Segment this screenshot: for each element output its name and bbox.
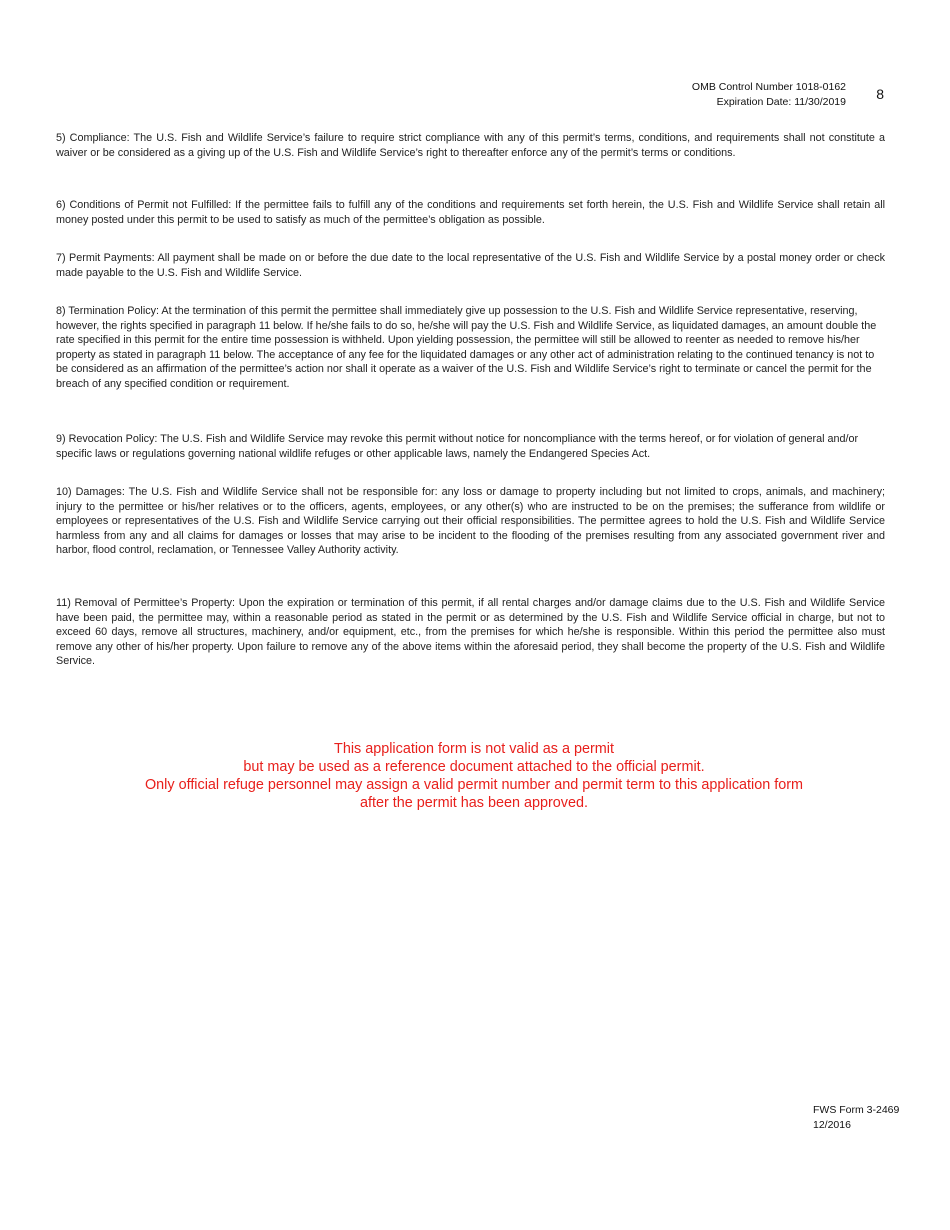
expiration-date: Expiration Date: 11/30/2019 [716,95,846,108]
notice-line-4: after the permit has been approved. [360,795,588,811]
term-8-termination: 8) Termination Policy: At the termination of this permit the permittee shall immediately give up possession to the U.S. Fish and Wildlife Service representative, reserving, however, the rights specified in paragraph 11 below. If he/she fails to do so, he/she will pay the U.S. Fish and Wildlife Service, as liquidated damages, an amount double the rate specified in this permit for the entire time possession is withheld. Upon yielding possession, the permittee will still be allowed to reenter as needed to remove his/her property as stated in paragraph 11 below. The acceptance of any fee for the liquidated damages or any other act of administration relating to the continued tenancy is not to be considered as an affirmation of the permittee’s action nor shall it operate as a waiver of the U.S. Fish and Wildlife Service’s right to terminate or cancel the permit for the breach of any specified condition or requirement. [56,305,877,390]
form-footer [813,1103,899,1132]
term-7-payments: 7) Permit Payments: All payment shall be made on or before the due date to the local representative of the U.S. Fish and Wildlife Service by a postal money order or check made payable to the U.S. Fish and Wildlife Service. [56,252,885,279]
notice-line-3: Only official refuge personnel may assign a valid permit number and permit term to this application form [144,777,803,793]
notice-line-1: This application form is not valid as a permit [334,741,614,757]
form-date: 12/2016 [813,1118,851,1131]
term-6-conditions: 6) Conditions of Permit not Fulfilled: If the permittee fails to fulfill any of the conditions and requirements set forth herein, the U.S. Fish and Wildlife Service shall retain all money posted under this permit to be used to satisfy as much of the permittee’s obligation as possible. [56,199,885,226]
notice-line-2: but may be used as a reference document attached to the official permit. [243,759,705,775]
validity-notice [0,740,948,812]
term-11-removal: 11) Removal of Permittee’s Property: Upon the expiration or termination of this permit, if all rental charges and/or damage claims due to the U.S. Fish and Wildlife Service have been paid, the permittee may, within a reasonable period as stated in the permit or as determined by the U.S. Fish and Wildlife Service official in charge, but not to exceed 60 days, remove all structures, machinery, and/or equipment, etc., from the premises for which he/she is responsible. Within this period the permittee also must remove any other of his/her property. Upon failure to remove any of the above items within the aforesaid period, they shall become the property of the U.S. Fish and Wildlife Service. [56,597,885,668]
term-5-compliance: 5) Compliance: The U.S. Fish and Wildlife Service’s failure to require strict compliance with any of this permit’s terms, conditions, and requirements shall not constitute a waiver or be considered as a giving up of the U.S. Fish and Wildlife Service’s right to thereafter enforce any of the permit’s terms or conditions. [56,132,885,159]
permit-terms [56,131,885,668]
omb-control-number: OMB Control Number 1018-0162 [691,81,846,93]
form-number: FWS Form 3-2469 [813,1104,900,1116]
omb-header [692,80,846,109]
page-number: 8 [876,86,884,102]
term-9-revocation: 9) Revocation Policy: The U.S. Fish and Wildlife Service may revoke this permit without notice for noncompliance with the terms hereof, or for violation of general and/or specific laws or regulations governing national wildlife refuges or other applicable laws, namely the Endangered Species Act. [56,433,859,460]
term-10-damages: 10) Damages: The U.S. Fish and Wildlife Service shall not be responsible for: any loss or damage to property including but not limited to crops, animals, and machinery; injury to the permittee or his/her relatives or to the officers, agents, employees, or any other(s) who are instructed to be on the premises; the sufferance from wildlife or employees or representatives of the U.S. Fish and Wildlife Service carrying out their official responsibilities. The permittee agrees to hold the U.S. Fish and Wildlife Service harmless from any and all claims for damages or losses that may arise to be incident to the flooding of the premises resulting from any associated government river and harbor, flood control, reclamation, or Tennessee Valley Authority activity. [56,486,885,557]
